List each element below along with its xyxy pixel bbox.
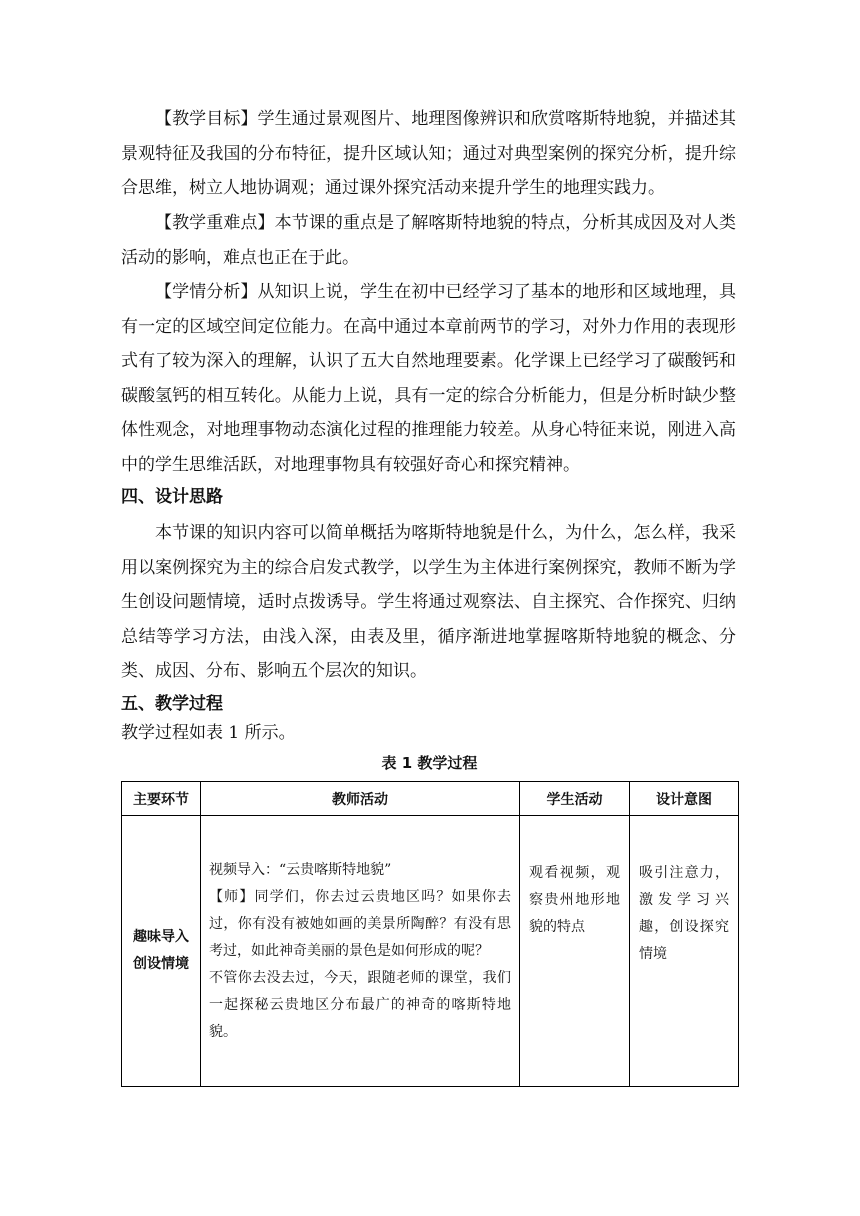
teaching-goals-paragraph: 【教学目标】学生通过景观图片、地理图像辨识和欣赏喀斯特地貌，并描述其景观特征及我国的分布特征，提升区域认知；通过对典型案例的探究分析，提升综合思维，树立人地协调观；通过课外探究活动来提升学生的地理实践力。 xyxy=(121,109,736,198)
header-student-activity: 学生活动 xyxy=(520,782,630,816)
teacher-activity-cell xyxy=(201,816,520,1087)
teacher-activity-line: 不管你去没去过，今天，跟随老师的课堂，我们一起探秘云贵地区分布最广的神奇的喀斯特地貌。 xyxy=(209,969,511,1040)
stage-cell xyxy=(122,816,201,1087)
student-analysis-paragraph: 【学情分析】从知识上说，学生在初中已经学习了基本的地形和区域地理，具有一定的区域空间定位能力。在高中通过本章前两节的学习，对外力作用的表现形式有了较为深入的理解，认识了五大自然地理要素。化学课上已经学习了碳酸钙和碳酸氢钙的相互转化。从能力上说，具有一定的综合分析能力，但是分析时缺少整体性观念，对地理事物动态演化过程的推理能力较差。从身心特征来说，刚进入高中的学生思维活跃，对地理事物具有较强好奇心和探究精神。 xyxy=(121,282,736,475)
teaching-process-table xyxy=(121,781,739,1087)
design-ideas-paragraph: 本节课的知识内容可以简单概括为喀斯特地貌是什么，为什么，怎么样，我采用以案例探究为主的综合启发式教学，以学生为主体进行案例探究，教师不断为学生创设问题情境，适时点拨诱导。学生将通过观察法、自主探究、合作探究、归纳总结等学习方法，由浅入深，由表及里，循序渐进地掌握喀斯特地貌的概念、分类、成因、分布、影响五个层次的知识。 xyxy=(121,523,736,681)
section-heading-process: 五、教学过程 xyxy=(121,694,223,714)
design-intent-cell xyxy=(630,816,739,1087)
table-row xyxy=(122,816,739,1087)
process-intro-text: 教学过程如表 1 所示。 xyxy=(121,723,296,743)
table-header-row xyxy=(122,782,739,816)
key-points-paragraph: 【教学重难点】本节课的重点是了解喀斯特地貌的特点，分析其成因及对人类活动的影响，难点也正在于此。 xyxy=(121,213,736,268)
table-caption: 表 1 教学过程 xyxy=(381,754,478,772)
teacher-activity-line: 视频导入：“云贵喀斯特地貌” xyxy=(209,861,392,878)
stage-label-line2: 创设情境 xyxy=(133,956,189,972)
design-intent-text: 吸引注意力，激发学习兴趣，创设探究情境 xyxy=(639,865,729,962)
header-teacher-activity: 教师活动 xyxy=(201,782,520,816)
student-activity-text: 观看视频，观察贵州地形地貌的特点 xyxy=(529,865,620,935)
teacher-activity-line: 【师】同学们，你去过云贵地区吗？如果你去过，你有没有被她如画的美景所陶醉？有没有思考过，如此神奇美丽的景色是如何形成的呢？ xyxy=(209,888,511,959)
student-activity-cell xyxy=(520,816,630,1087)
section-heading-design: 四、设计思路 xyxy=(121,487,223,507)
stage-label-line1: 趣味导入 xyxy=(133,929,189,945)
header-stage: 主要环节 xyxy=(122,782,201,816)
header-design-intent: 设计意图 xyxy=(630,782,739,816)
